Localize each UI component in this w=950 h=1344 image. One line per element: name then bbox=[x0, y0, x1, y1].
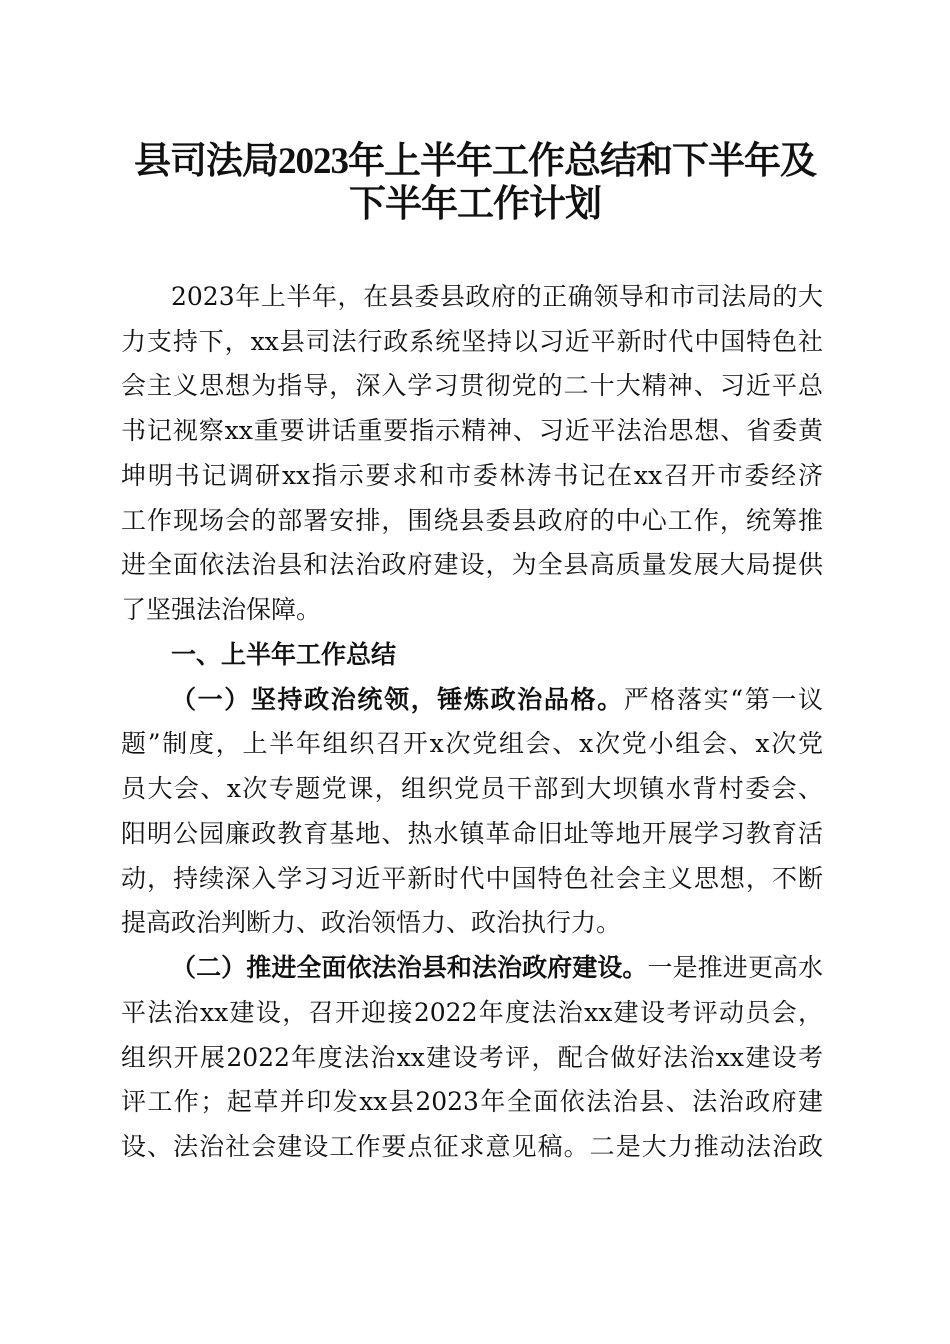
text-run: 坤明书记调研xx指示要求和市委林涛书记在xx召开市委经济 bbox=[121, 460, 823, 490]
text-run: 评工作；起草并印发xx县2023年全面依法治县、法治政府建 bbox=[121, 1087, 823, 1117]
text-run: 设、法治社会建设工作要点征求意见稿。二是大力推动法治政 bbox=[121, 1132, 823, 1162]
text-run: 进全面依法治县和法治政府建设，为全县高质量发展大局提供 bbox=[121, 550, 823, 580]
title-line-1: 县司法局2023年上半年工作总结和下半年及 bbox=[134, 141, 816, 182]
text-line bbox=[121, 1125, 823, 1169]
text-line bbox=[121, 1036, 823, 1080]
bold-text: （一）坚持政治统领，锤炼政治品格。 bbox=[171, 684, 624, 714]
text-line bbox=[121, 409, 823, 453]
text-run: 阳明公园廉政教育基地、热水镇革命旧址等地开展学习教育活 bbox=[121, 818, 823, 848]
text-line bbox=[121, 320, 823, 364]
text-run: 会主义思想为指导，深入学习贯彻党的二十大精神、习近平总 bbox=[121, 371, 823, 401]
text-run: 力支持下，xx县司法行政系统坚持以习近平新时代中国特色社 bbox=[121, 326, 823, 356]
text-line bbox=[121, 588, 823, 632]
section-heading bbox=[171, 633, 823, 677]
text-run: 员大会、x次专题党课，组织党员干部到大坝镇水背村委会、 bbox=[121, 774, 823, 804]
text-run: 了坚强法治保障。 bbox=[121, 595, 322, 625]
text-line bbox=[121, 901, 823, 945]
text-line bbox=[171, 678, 823, 722]
text-line bbox=[121, 454, 823, 498]
text-line bbox=[171, 946, 823, 990]
text-line bbox=[121, 1080, 823, 1124]
text-run: 平法治xx建设，召开迎接2022年度法治xx建设考评动员会， bbox=[121, 997, 823, 1027]
text-run: 动，持续深入学习习近平新时代中国特色社会主义思想，不断 bbox=[121, 863, 823, 893]
text-line bbox=[121, 812, 823, 856]
text-line bbox=[121, 543, 823, 587]
text-run: 2023年上半年，在县委县政府的正确领导和市司法局的大 bbox=[171, 282, 823, 311]
text-run: 工作现场会的部署安排，围绕县委县政府的中心工作，统筹推 bbox=[121, 505, 823, 535]
text-line bbox=[121, 499, 823, 543]
text-run: 严格落实“第一议 bbox=[623, 684, 823, 714]
bold-text: 一、上半年工作总结 bbox=[171, 639, 397, 669]
text-run: 一是推进更高水 bbox=[647, 953, 823, 983]
text-line bbox=[121, 722, 823, 766]
text-line bbox=[121, 991, 823, 1035]
text-run: 提高政治判断力、政治领悟力、政治执行力。 bbox=[121, 908, 622, 938]
text-line bbox=[121, 767, 823, 811]
text-line bbox=[121, 364, 823, 408]
title-line-2: 下半年工作计划 bbox=[349, 184, 601, 225]
text-run: 组织开展2022年度法治xx建设考评，配合做好法治xx建设考 bbox=[121, 1042, 823, 1072]
text-run: 题”制度，上半年组织召开x次党组会、x次党小组会、x次党 bbox=[121, 729, 823, 759]
text-line bbox=[171, 275, 823, 319]
text-run: 书记视察xx重要讲话重要指示精神、习近平法治思想、省委黄 bbox=[121, 416, 823, 446]
text-line bbox=[121, 857, 823, 901]
bold-text: （二）推进全面依法治县和法治政府建设。 bbox=[171, 953, 648, 983]
